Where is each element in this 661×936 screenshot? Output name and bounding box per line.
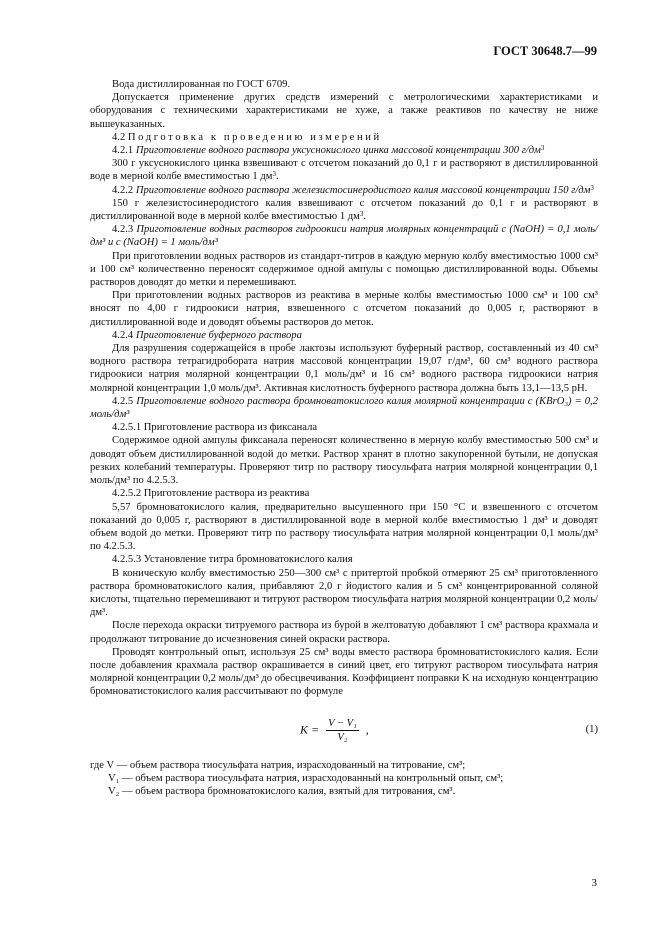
formula-legend — [90, 759, 598, 799]
paragraph-4-2-3-a: При приготовлении водных растворов из стандарт-титров в каждую мерную колбу вместимостью 1000 см³ и 100 см³ количественно переносят содержимое одной ампулы с помощью дистиллированной воды. Объемы растворов доводят до метки и перемешивают. — [90, 250, 598, 289]
section-number: 4.2 — [112, 131, 126, 143]
paragraph-water: Вода дистиллированная по ГОСТ 6709. — [112, 79, 291, 90]
paragraph-4-2-5-1: Содержимое одной ампулы фиксанала переносят количественно в мерную колбу вместимостью 500 см³ и доводят объем дистиллированной водой до метки. Раствор хранят в плотно закупоренной бутыли, не допуская резких колебаний температуры. Проверяют титр по раствору тиосульфата натрия молярной концентрации 0,1 моль/дм³ по 4.2.5.3. — [90, 435, 598, 487]
section-number: 4.2.3 — [112, 224, 134, 236]
section-4-2-4-heading — [90, 329, 598, 342]
paragraph-4-2-2: 150 г железистосинеродистого калия взвешивают с отсчетом показаний до 0,1 г и растворяют в дистиллированной воде в мерной колбе вместимостью 1 $дм^3$. — [90, 197, 598, 223]
paragraph-4-2-4: Для разрушения содержащейся в пробе лактозы используют буферный раствор, составленный из 40 см³ водного раствора тетрагидробората натрия массовой концентрации 19,07 г/дм³, 60 см³ водного раствора гидроокиси натрия молярной концентрации 0,1 моль/дм³ и 16 см³ водного раствора гидроокиси натрия молярной концентрации 1,0 моль/дм³. Активная кислотность буферного раствора должна быть 13,1—13,5 pH. — [90, 343, 598, 394]
section-4-2-5-2-heading: 4.2.5.2 Приготовление раствора из реактива — [112, 488, 310, 500]
section-title: Приготовление водного раствора железистосинеродистого калия массовой концентрации 150 г/дм — [135, 184, 591, 196]
section-4-2-3-heading — [90, 223, 598, 249]
paragraph-4-2-5-3-a: В коническую колбу вместимостью 250—300 см³ с притертой пробкой отмеряют 25 см³ приготовленного раствора бромноватокислого калия, прибавляют 2,0 г йодистого калия и 5 см³ концентрированной соляной кислоты, тщательно перемешивают и титруют раствором тиосульфата натрия молярной концентрации 0,2 моль/дм³. — [90, 567, 598, 619]
legend-line-v1: V₁ — объем раствора тиосульфата натрия, израсходованный на контрольный опыт, см³; — [108, 772, 504, 784]
section-title: Приготовление водного раствора уксуснокислого цинка массовой концентрации 300 г/дм — [135, 145, 541, 157]
formula-fraction — [326, 717, 359, 744]
formula-expression — [300, 717, 369, 744]
section-4-2-5-heading — [90, 395, 598, 421]
legend-line-v2: V₂ — объем раствора бромноватокислого калия, взятый для титрования, см³. — [108, 785, 456, 797]
section-title: Приготовление водных растворов гидроокиси натрия молярных концентраций с (NaOH) = 0,1 моль/дм³ и с (NaOH) = 1 моль/дм³ — [90, 224, 599, 249]
formula-denominator: V₂ — [337, 731, 348, 743]
formula-lhs: K — [300, 722, 309, 736]
section-4-2-1-heading: 4.2.1 Приготовление водного раствора уксуснокислого цинка массовой концентрации 300 $г/дм^3$ — [112, 144, 545, 157]
paragraph-4-2-3-b: При приготовлении водных растворов из реактива в мерные колбы вместимостью 1000 см³ и 100 см³ вносят по 4,00 г гидроокиси натрия, взвешенного с отсчетом показаний до 0,005 г, растворяют в дистиллированной воде и доводят объемы растворов до меток. — [90, 290, 598, 328]
formula-1 — [90, 709, 598, 753]
section-title: Приготовление буферного раствора — [135, 329, 302, 341]
section-4-2-heading — [90, 131, 598, 144]
section-number: 4.2.4 — [112, 329, 134, 341]
formula-numerator: V − V₁ — [326, 717, 359, 731]
section-number: 4.2.5 — [112, 395, 134, 407]
section-number: 4.2.1 — [112, 145, 134, 157]
paragraph-4-2-5-3-b: После перехода окраски титруемого раствора из бурой в желтоватую добавляют 1 см³ раствора крахмала и продолжают титрование до исчезновения синей окраски раствора. — [90, 620, 598, 645]
section-title: Приготовление водного раствора бромноватокислого калия молярной концентрации с (KBrO₃) = 0,2 моль/дм³ — [90, 395, 598, 421]
section-4-2-5-3-heading: 4.2.5.3 Установление титра бромноватокислого калия — [112, 554, 353, 566]
section-title: Подготовка к проведению измерений — [127, 131, 382, 143]
section-number: 4.2.2 — [112, 184, 134, 196]
formula-number: (1) — [585, 723, 598, 735]
paragraph-4-2-1: 300 г уксуснокислого цинка взвешивают с отсчетом показаний до 0,1 г и растворяют в дистиллированной воде в мерной колбе вместимостью 1 $дм^3$. — [90, 158, 598, 183]
paragraph-alternatives: Допускается применение других средств измерений с метрологическими характеристиками и оборудования с техническими характеристиками не хуже, а также реактивов по качеству не ниже вышеуказанных. — [90, 92, 598, 130]
paragraph-4-2-5-3-c: Проводят контрольный опыт, используя 25 см³ воды вместо раствора бромноватистокислого калия. Если после добавления крахмала раствор окрашивается в синий цвет, его титруют раствором тиосульфата натрия молярной концентрации 0,2 моль/дм³ до обесцвечивания. Коэффициент поправки K на исходную концентрацию бромноватистокислого калия рассчитывают по формуле — [90, 646, 598, 698]
paragraph-4-2-5-2: 5,57 бромноватокислого калия, предварительно высушенного при 150 °С и взвешенного с отсчетом показаний до 0,005 г, растворяют в дистиллированной воде в мерной колбе вместимостью 1 дм³ и доводят объем водой до метки. Проверяют титр по раствору тиосульфата натрия молярной концентрации 0,1 моль/дм³ по 4.2.5.3. — [90, 501, 598, 553]
page-number: 3 — [591, 877, 597, 889]
document-body — [90, 78, 598, 798]
section-4-2-2-heading: 4.2.2 Приготовление водного раствора железистосинеродистого калия массовой концентрации 150 $г/дм^3$ — [112, 183, 594, 196]
formula-comma: , — [365, 722, 369, 736]
formula-equals: = — [311, 722, 320, 736]
document-header: ГОСТ 30648.7—99 — [493, 44, 597, 58]
legend-line-v: где V — объем раствора тиосульфата натрия, израсходованный на титрование, см³; — [90, 759, 466, 771]
section-4-2-5-1-heading: 4.2.5.1 Приготовление раствора из фиксанала — [112, 422, 318, 434]
